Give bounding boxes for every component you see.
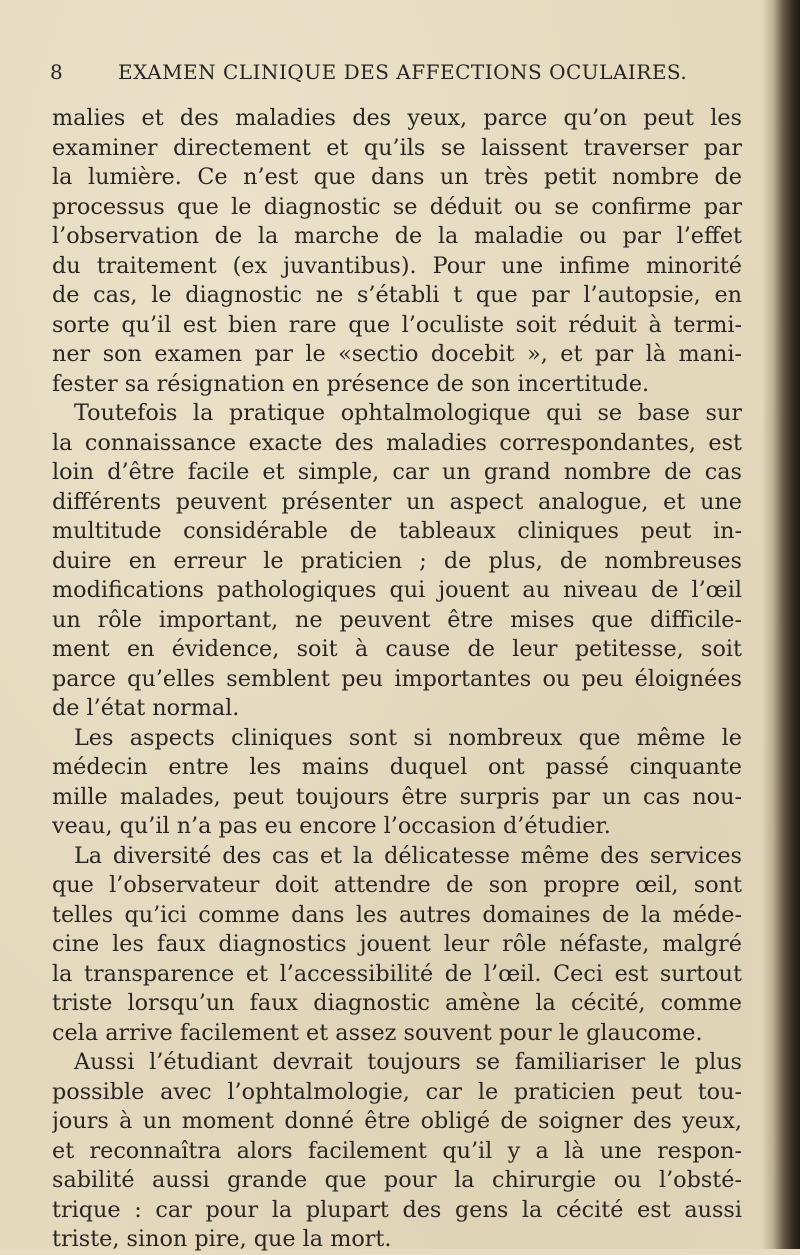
body-text [52,104,742,1255]
text-line: ner son examen par le «sectio docebit », et par là mani- [52,341,742,367]
text-line: duire en erreur le praticien ; de plus, de nombreuses [52,547,742,574]
text-line: jours à un moment donné être obligé de soigner des yeux, [52,1108,742,1134]
text-line: que l’observateur doit attendre de son propre œil, sont [52,872,742,898]
text-line: de cas, le diagnostic ne s’établi t que par l’autopsie, en [52,282,742,308]
text-line: multitude considérable de tableaux cliniques peut in- [52,518,742,544]
text-line: telles qu’ici comme dans les autres domaines de la méde- [52,901,742,928]
text-line: Aussi l’étudiant devrait toujours se familiariser le plus [74,1049,742,1075]
text-line: la connaissance exacte des maladies correspondantes, est [52,429,742,456]
text-line: loin d’être facile et simple, car un grand nombre de cas [52,459,742,485]
text-line: médecin entre les mains duquel ont passé cinquante [52,754,742,780]
text-line: et reconnaîtra alors facilement qu’il y a là une respon- [52,1137,742,1164]
text-line: triste lorsqu’un faux diagnostic amène la cécité, comme [52,990,742,1016]
text-line: différents peuvent présenter un aspect analogue, et une [52,488,742,515]
text-line: possible avec l’ophtalmologie, car le praticien peut tou- [52,1078,742,1105]
page-number: 8 [50,60,64,84]
text-line: de l’état normal. [52,695,240,721]
text-line: Toutefois la pratique ophtalmologique qui se base sur [74,400,742,426]
text-line: trique : car pour la plupart des gens la cécité est aussi [52,1196,742,1223]
text-line: la transparence et l’accessibilité de l’œil. Ceci est surtout [52,960,742,987]
text-line: du traitement (ex juvantibus). Pour une infime minorité [52,252,742,279]
text-line: La diversité des cas et la délicatesse même des services [74,842,742,869]
text-line: fester sa résignation en présence de son incertitude. [52,370,650,397]
text-line: l’observation de la marche de la maladie ou par l’effet [52,223,742,249]
text-line: veau, qu’il n’a pas eu encore l’occasion d’étudier. [52,813,611,839]
text-line: sabilité aussi grande que pour la chirurgie ou l’obsté- [52,1167,742,1193]
text-line: mille malades, peut toujours être surpris par un cas nou- [52,783,742,810]
text-line: cela arrive facilement et assez souvent pour le glaucome. [52,1019,703,1046]
text-line: triste, sinon pire, que la mort. [52,1226,392,1252]
text-line: cine les faux diagnostics jouent leur rôle néfaste, malgré [52,931,742,957]
text-line: examiner directement et qu’ils se laissent traverser par [52,134,742,161]
text-line: processus que le diagnostic se déduit ou se confirme par [52,193,742,220]
text-line: parce qu’elles semblent peu importantes ou peu éloignées [52,665,742,692]
text-line: sorte qu’il est bien rare que l’oculiste soit réduit à termi- [52,311,742,338]
book-binding-edge [762,0,800,1249]
text-line: Les aspects cliniques sont si nombreux que même le [74,724,742,751]
page-header [50,60,750,88]
text-line: malies et des maladies des yeux, parce qu’on peut les [52,105,742,131]
text-line: un rôle important, ne peuvent être mises que difficile- [52,606,742,633]
text-line: la lumière. Ce n’est que dans un très petit nombre de [52,164,742,190]
running-head: EXAMEN CLINIQUE DES AFFECTIONS OCULAIRES. [118,60,688,84]
text-line: modifications pathologiques qui jouent au niveau de l’œil [52,577,742,603]
text-line: ment en évidence, soit à cause de leur petitesse, soit [52,636,742,662]
